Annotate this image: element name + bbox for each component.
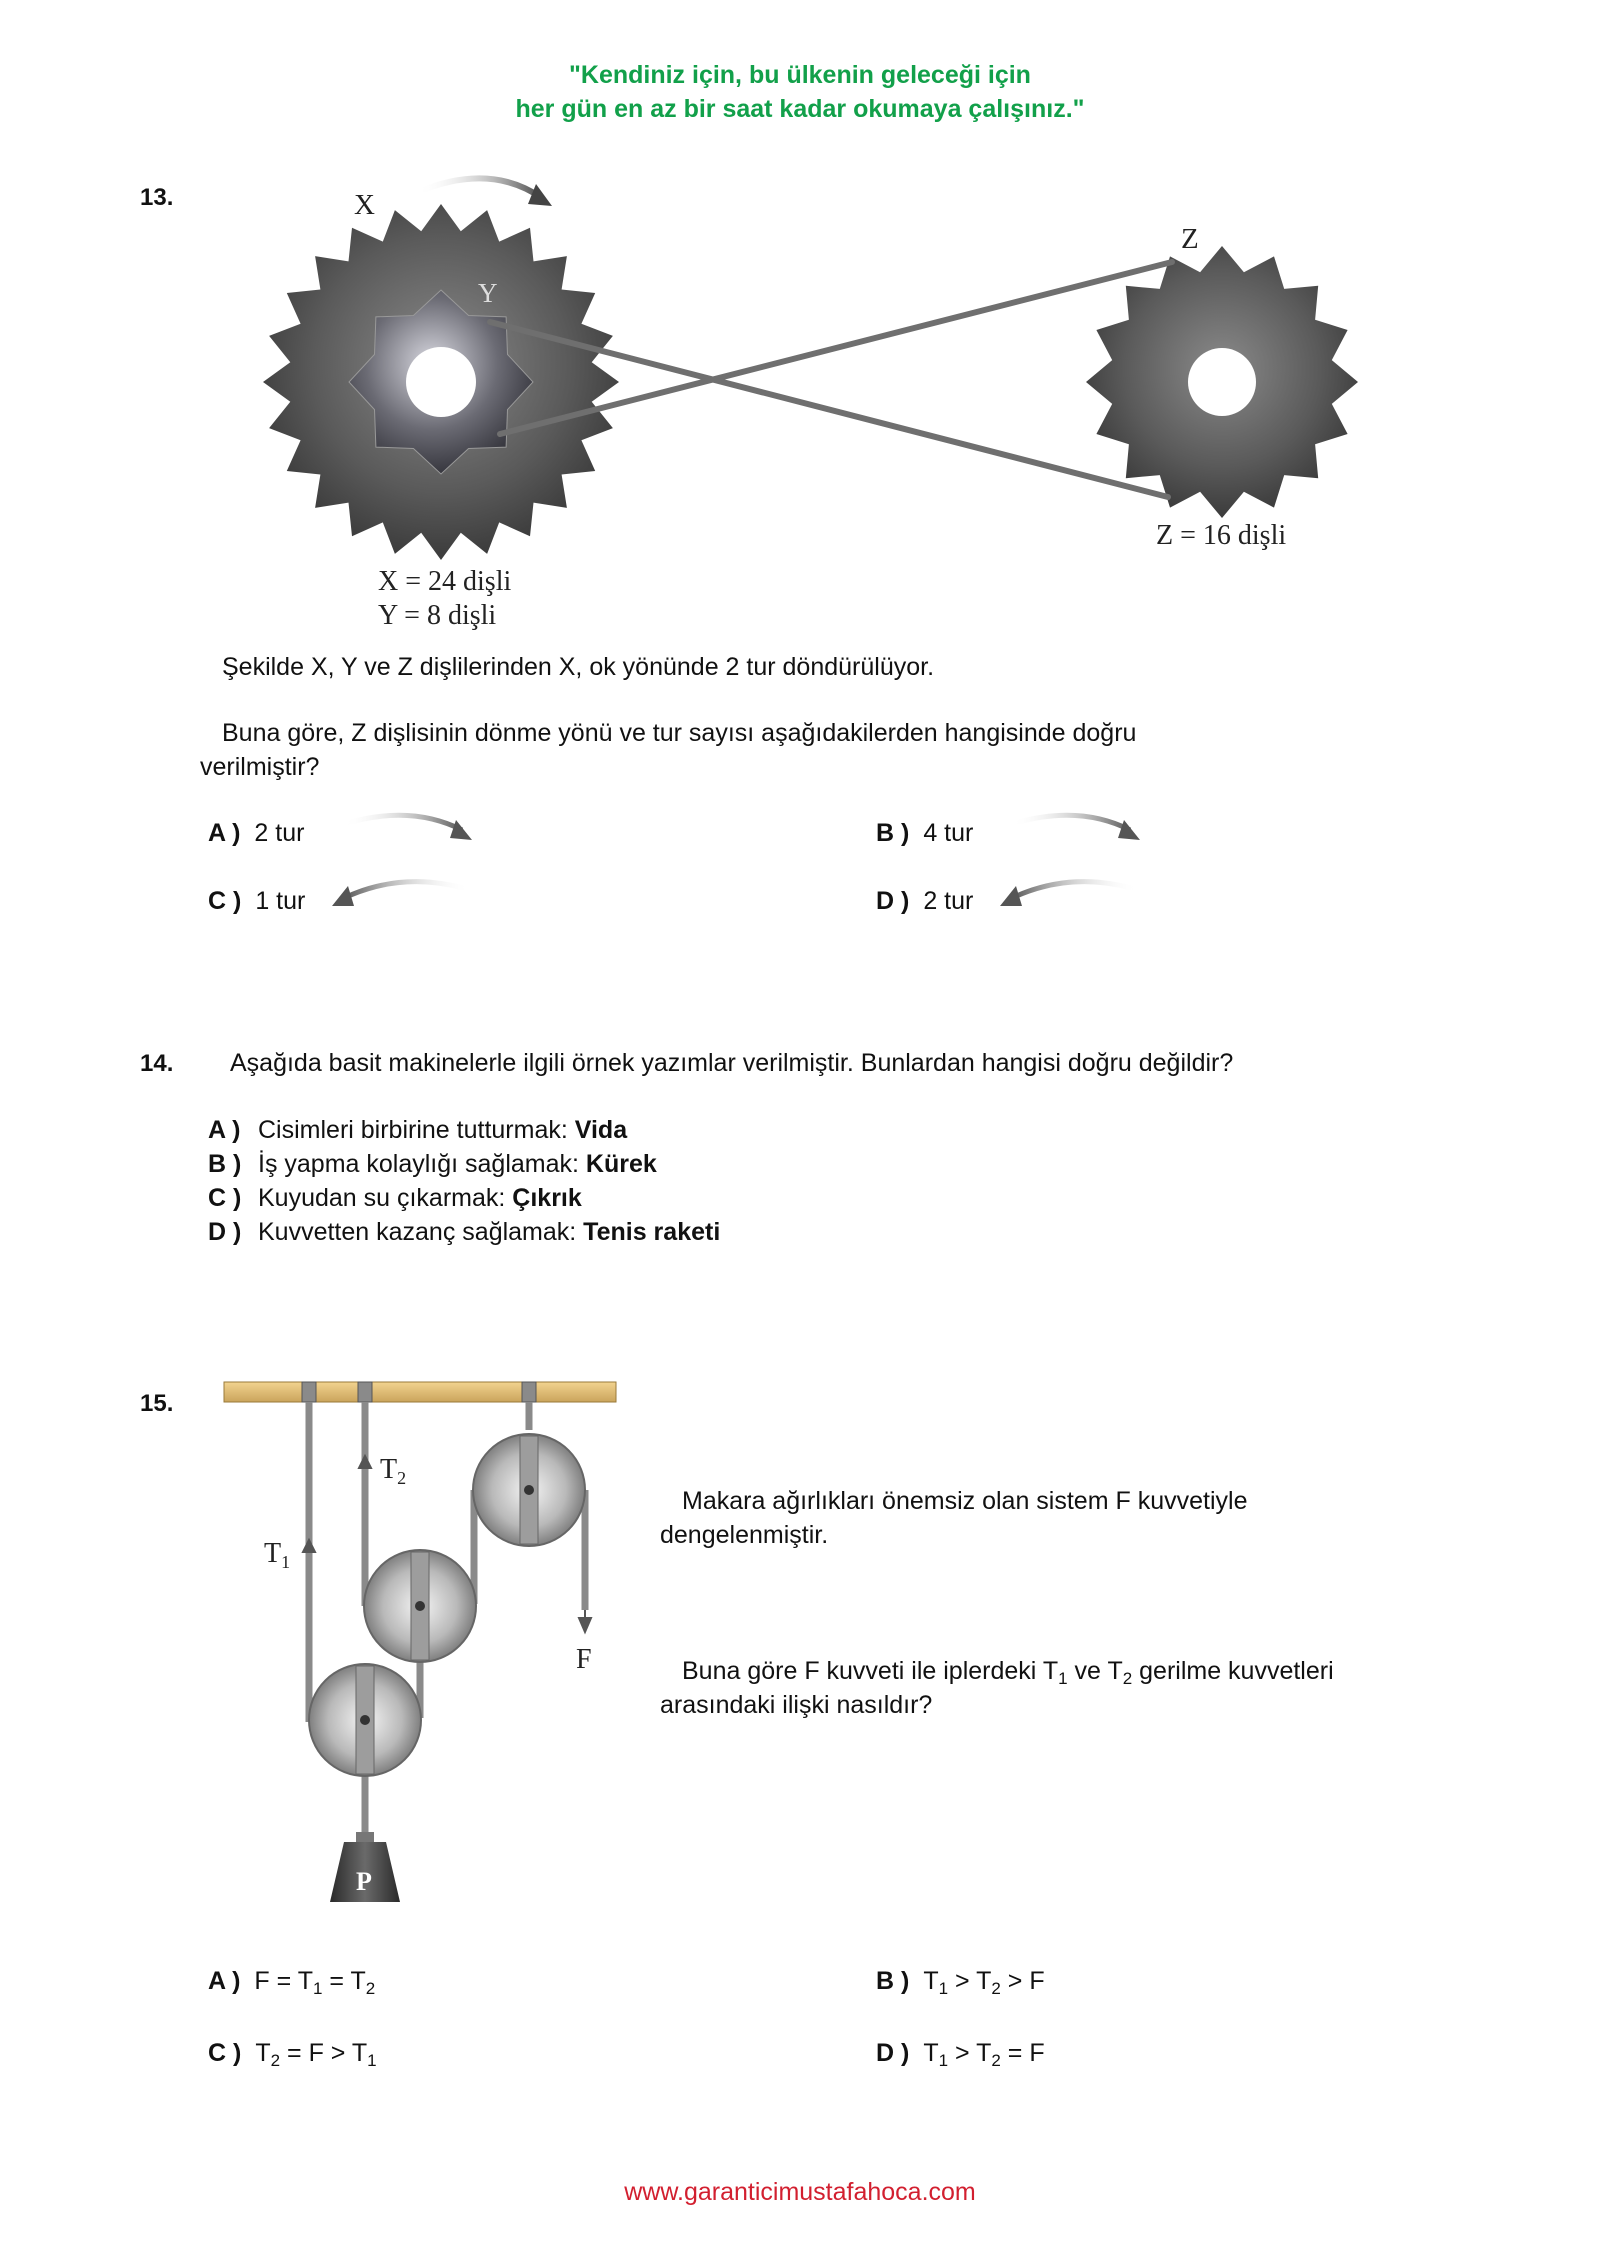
- pulley-top: [473, 1434, 585, 1546]
- q15-text1-line2: dengelenmiştir.: [660, 1521, 829, 1549]
- option-text: İş yapma kolaylığı sağlamak:: [258, 1150, 586, 1178]
- label-z: Z: [1181, 223, 1199, 255]
- pulley-bottom: [309, 1664, 421, 1776]
- gear-z-hole: [1188, 348, 1256, 416]
- q13-statement: Şekilde X, Y ve Z dişlilerinden X, ok yönünde 2 tur döndürülüyor.: [222, 653, 935, 681]
- option-letter: D ): [876, 2039, 910, 2067]
- q14-option-b[interactable]: [208, 1147, 720, 1181]
- q15-option-c[interactable]: C ) $T_2 = F > T_1$: [208, 2039, 377, 2070]
- option-text: Cisimleri birbirine tutturmak:: [258, 1116, 575, 1144]
- option-letter: A ): [208, 1967, 241, 1995]
- option-arrows: [0, 790, 1600, 940]
- question-15-number: 15.: [140, 1390, 174, 1417]
- option-answer: Vida: [574, 1116, 628, 1144]
- q15-text1-line1: Makara ağırlıkları önemsiz olan sistem F kuvvetiyle: [682, 1487, 1248, 1515]
- option-answer: Kürek: [585, 1150, 657, 1178]
- label-p: P: [356, 1867, 372, 1896]
- option-answer: Tenis raketi: [583, 1218, 721, 1246]
- q14-question: Aşağıda basit makinelerle ilgili örnek yazımlar verilmiştir. Bunlardan hangisi doğru değildir?: [230, 1049, 1234, 1077]
- q15-text2-line1: Buna göre F kuvveti ile iplerdeki $T_1$ ve $T_2$ gerilme kuvvetleri: [682, 1657, 1334, 1688]
- option-text: Kuvvetten kazanç sağlamak:: [258, 1218, 584, 1246]
- z-teeth-label: Z = 16 dişli: [1156, 520, 1287, 551]
- counterclockwise-arrow-icon: [1000, 882, 1138, 906]
- x-teeth-label: X = 24 dişli: [378, 566, 512, 597]
- option-letter: D ): [208, 1218, 242, 1246]
- option-text: 2 tur: [923, 887, 974, 915]
- gear-figure: [0, 0, 1600, 640]
- question-14-number: 14.: [140, 1050, 174, 1077]
- pulley-figure: [0, 1360, 640, 1920]
- y-teeth-label: Y = 8 dişli: [378, 600, 497, 631]
- q14-option-d[interactable]: [208, 1215, 720, 1249]
- counterclockwise-arrow-icon: [332, 882, 470, 906]
- option-letter: A ): [208, 1116, 241, 1144]
- label-x: X: [354, 189, 375, 221]
- clockwise-arrow-icon: [1012, 815, 1140, 840]
- ceiling-beam: [224, 1382, 616, 1402]
- q14-options: [208, 1113, 720, 1249]
- rotation-arrow-icon: [418, 178, 552, 206]
- option-answer: Çıkrık: [512, 1184, 582, 1212]
- option-letter: A ): [208, 819, 241, 847]
- label-t1: $T_1$: [264, 1538, 291, 1572]
- gear-x-hole: [406, 347, 476, 417]
- q15-option-b[interactable]: B ) $T_1 > T_2 > F$: [876, 1967, 1045, 1998]
- label-f: F: [576, 1644, 592, 1675]
- option-text: 4 tur: [923, 819, 974, 847]
- footer-url[interactable]: www.garanticimustafahoca.com: [624, 2178, 976, 2206]
- question-13-number: 13.: [140, 184, 174, 211]
- clockwise-arrow-icon: [344, 815, 472, 840]
- label-y: Y: [478, 278, 498, 308]
- option-letter: C ): [208, 1184, 242, 1212]
- q13-question-line2: verilmiştir?: [200, 753, 320, 781]
- option-letter: D ): [876, 887, 910, 915]
- option-letter: C ): [208, 887, 242, 915]
- option-text: 2 tur: [254, 819, 305, 847]
- quote-line-2: her gün en az bir saat kadar okumaya çalışınız.": [515, 95, 1085, 123]
- q15-text2-line2: arasındaki ilişki nasıldır?: [660, 1691, 933, 1719]
- q15-option-a[interactable]: A ) $F = T_1 = T_2$: [208, 1967, 376, 1998]
- q14-option-c[interactable]: [208, 1181, 720, 1215]
- option-letter: C ): [208, 2039, 242, 2067]
- option-letter: B ): [876, 819, 910, 847]
- q13-question-line1: Buna göre, Z dişlisinin dönme yönü ve tur sayısı aşağıdakilerden hangisinde doğru: [222, 719, 1137, 747]
- option-letter: B ): [208, 1150, 242, 1178]
- pulley-middle: [364, 1550, 476, 1662]
- option-text: Kuyudan su çıkarmak:: [258, 1184, 513, 1212]
- option-letter: B ): [876, 1967, 910, 1995]
- label-t2: $T_2$: [380, 1454, 407, 1488]
- quote-line-1: "Kendiniz için, bu ülkenin geleceği için: [569, 61, 1031, 89]
- option-text: 1 tur: [255, 887, 306, 915]
- q14-option-a[interactable]: [208, 1113, 720, 1147]
- q15-option-d[interactable]: D ) $T_1 > T_2 = F$: [876, 2039, 1045, 2070]
